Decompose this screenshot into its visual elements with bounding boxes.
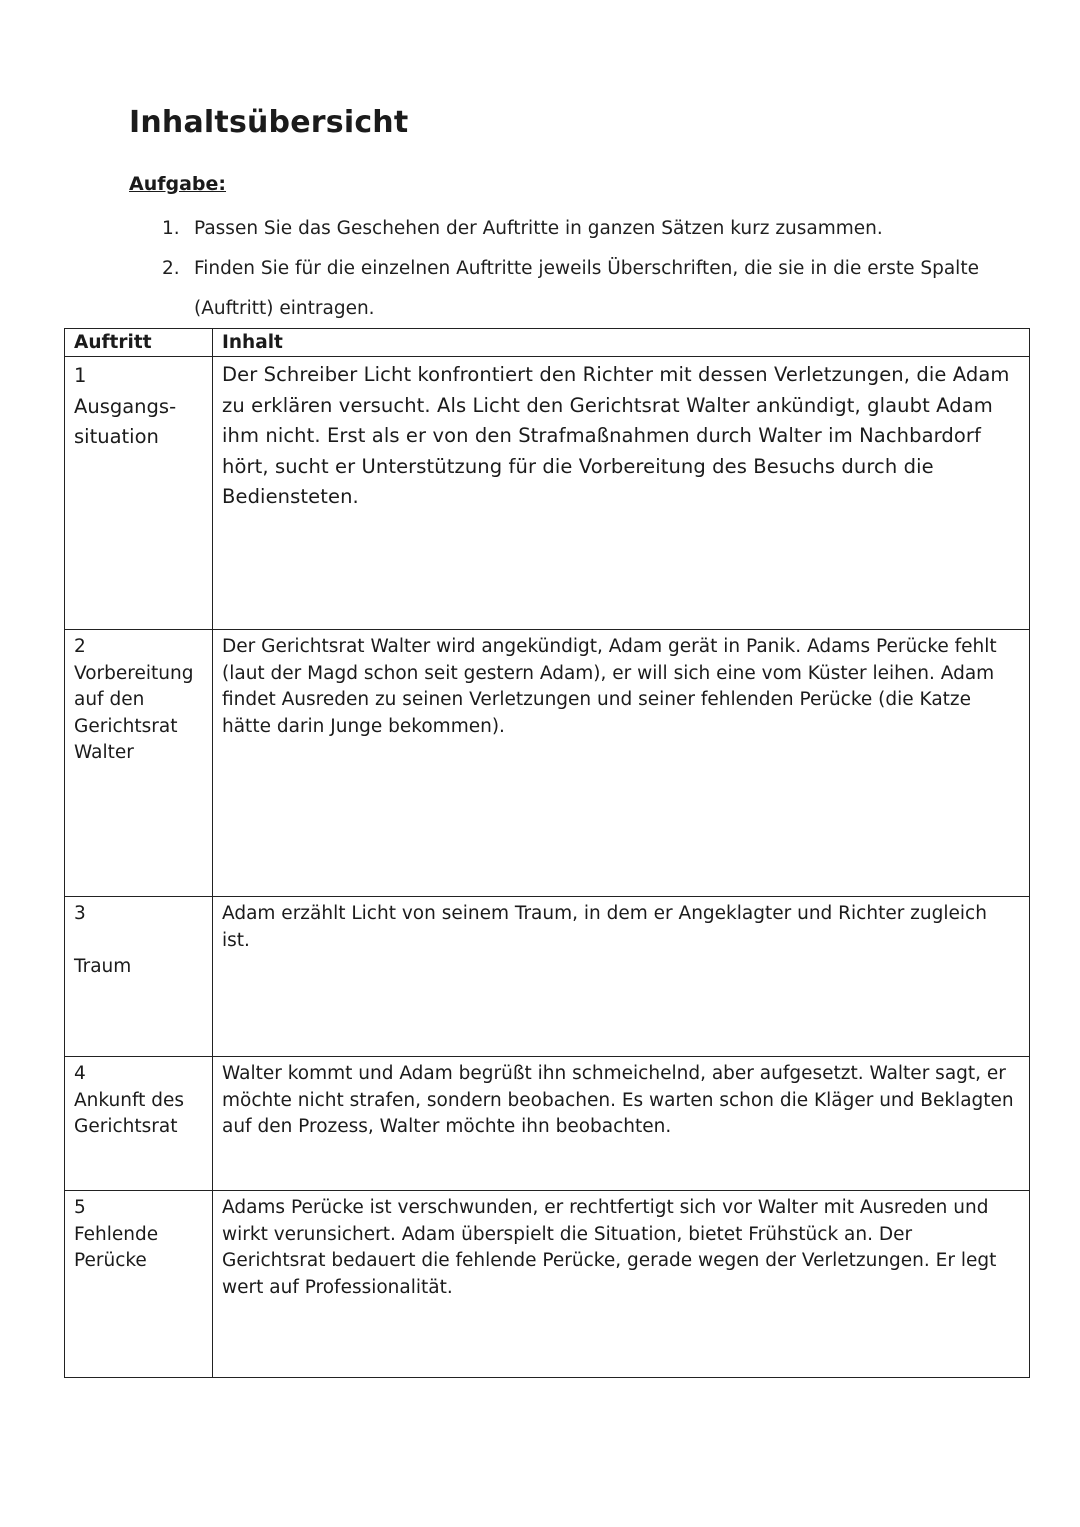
header-scene: Auftritt [65,329,213,357]
table-row [65,630,1030,897]
scene-cell [65,630,213,897]
content-cell: Adams Perücke ist verschwunden, er rechtfertigt sich vor Walter mit Ausreden und wirkt verunsichert. Adam überspielt die Situation, bietet Frühstück an. Der Gerichtsrat bedauert die fehlende Perücke, gerade wegen der Verletzungen. Er legt wert auf Professionalität. [213,1191,1030,1378]
scene-cell [65,1191,213,1378]
page-title: Inhaltsübersicht [129,105,409,140]
scene-title: Vorbereitung auf den Gerichtsrat Walter [74,662,194,763]
task-number: 2. [162,258,180,279]
content-cell: Der Gerichtsrat Walter wird angekündigt, Adam gerät in Panik. Adams Perücke fehlt (laut der Magd schon seit gestern Adam), er will sich eine vom Küster leihen. Adam findet Ausreden zu seinen Verletzungen und seiner fehlenden Perücke (die Katze hätte darin Junge bekommen). [213,630,1030,897]
table-row [65,1191,1030,1378]
scene-title: Ausgangs-situation [74,394,177,448]
scene-title: Traum [74,956,132,977]
task-heading: Aufgabe: [129,173,227,195]
scene-cell [65,1057,213,1191]
scene-title: Fehlende Perücke [74,1223,159,1271]
scene-cell [65,897,213,1057]
table-header-row [65,329,1030,357]
scene-title: Ankunft des Gerichtsrat [74,1089,185,1137]
content-cell: Walter kommt und Adam begrüßt ihn schmeichelnd, aber aufgesetzt. Walter sagt, er möchte nicht strafen, sondern beobachen. Es warten schon die Kläger und Beklagten auf den Prozess, Walter möchte ihn beobachten. [213,1057,1030,1191]
table-row [65,897,1030,1057]
scene-cell [65,357,213,630]
spacer [74,928,203,955]
task-number: 1. [162,218,180,239]
scene-number: 1 [74,364,87,387]
task-list [162,209,982,329]
scene-number: 5 [74,1197,86,1218]
task-text: Finden Sie für die einzelnen Auftritte jeweils Überschriften, die sie in die erste Spalte (Auftritt) eintragen. [194,258,979,319]
scene-number: 4 [74,1063,86,1084]
scene-number: 3 [74,903,86,924]
task-text: Passen Sie das Geschehen der Auftritte in ganzen Sätzen kurz zusammen. [194,218,883,239]
table-row [65,357,1030,630]
scene-number: 2 [74,636,86,657]
content-cell: Der Schreiber Licht konfrontiert den Richter mit dessen Verletzungen, die Adam zu erklären versucht. Als Licht den Gerichtsrat Walter ankündigt, glaubt Adam ihm nicht. Erst als er von den Strafmaßnahmen durch Walter im Nachbardorf hört, sucht er Unterstützung für die Vorbereitung des Besuchs durch die Bediensteten. [213,357,1030,630]
overview-table [64,328,1030,1378]
table-row [65,1057,1030,1191]
content-cell: Adam erzählt Licht von seinem Traum, in dem er Angeklagter und Richter zugleich ist. [213,897,1030,1057]
task-item [162,209,982,249]
task-item [162,249,982,329]
header-content: Inhalt [213,329,1030,357]
